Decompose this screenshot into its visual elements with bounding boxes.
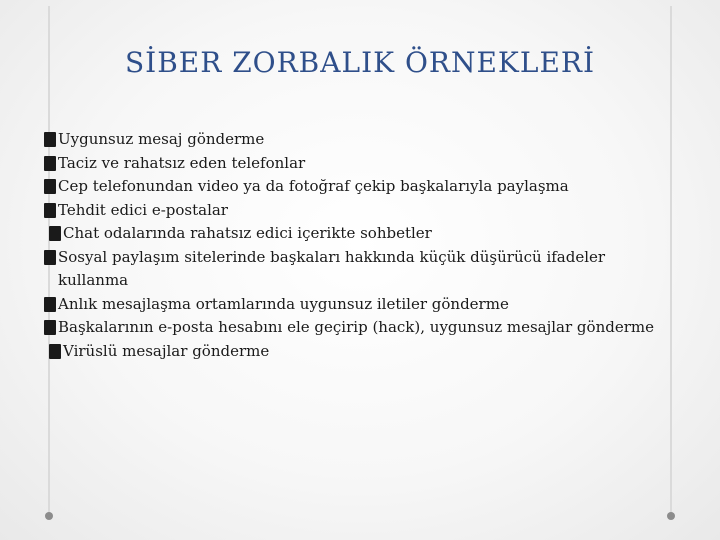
list-item	[44, 199, 664, 223]
list-item-text: Tehdit edici e-postalar	[58, 200, 228, 219]
list-item	[44, 175, 664, 199]
replacement-glyph-icon	[44, 297, 56, 312]
bullet-list	[44, 128, 664, 363]
list-item-text: Anlık mesajlaşma ortamlarında uygunsuz iletiler gönderme	[58, 294, 509, 313]
list-item	[44, 152, 664, 176]
replacement-glyph-icon	[44, 320, 56, 335]
list-item-text: Sosyal paylaşım sitelerinde başkaları hakkında küçük düşürücü ifadeler kullanma	[58, 247, 606, 289]
replacement-glyph-icon	[44, 203, 56, 218]
list-item	[44, 246, 664, 293]
replacement-glyph-icon	[49, 344, 61, 359]
list-item	[44, 222, 664, 246]
replacement-glyph-icon	[44, 179, 56, 194]
slide-title: SİBER ZORBALIK ÖRNEKLERİ	[124, 46, 596, 79]
list-item	[44, 340, 664, 364]
list-item-text: Taciz ve rahatsız eden telefonlar	[58, 153, 306, 172]
right-frame-dot	[667, 512, 675, 520]
right-frame-line	[670, 6, 672, 514]
replacement-glyph-icon	[49, 226, 61, 241]
list-item	[44, 128, 664, 152]
list-item-text: Chat odalarında rahatsız edici içerikte sohbetler	[63, 224, 432, 242]
left-frame-dot	[45, 512, 53, 520]
list-item-text: Uygunsuz mesaj gönderme	[58, 130, 265, 148]
replacement-glyph-icon	[44, 156, 56, 171]
list-item	[44, 293, 664, 317]
list-item-text: Başkalarının e-posta hesabını ele geçirip (hack), uygunsuz mesajlar gönderme	[58, 318, 654, 336]
list-item-text: Virüslü mesajlar gönderme	[63, 341, 270, 360]
replacement-glyph-icon	[44, 132, 56, 147]
list-item-text: Cep telefonundan video ya da fotoğraf çekip başkalarıyla paylaşma	[58, 177, 569, 195]
replacement-glyph-icon	[44, 250, 56, 265]
list-item	[44, 316, 664, 340]
